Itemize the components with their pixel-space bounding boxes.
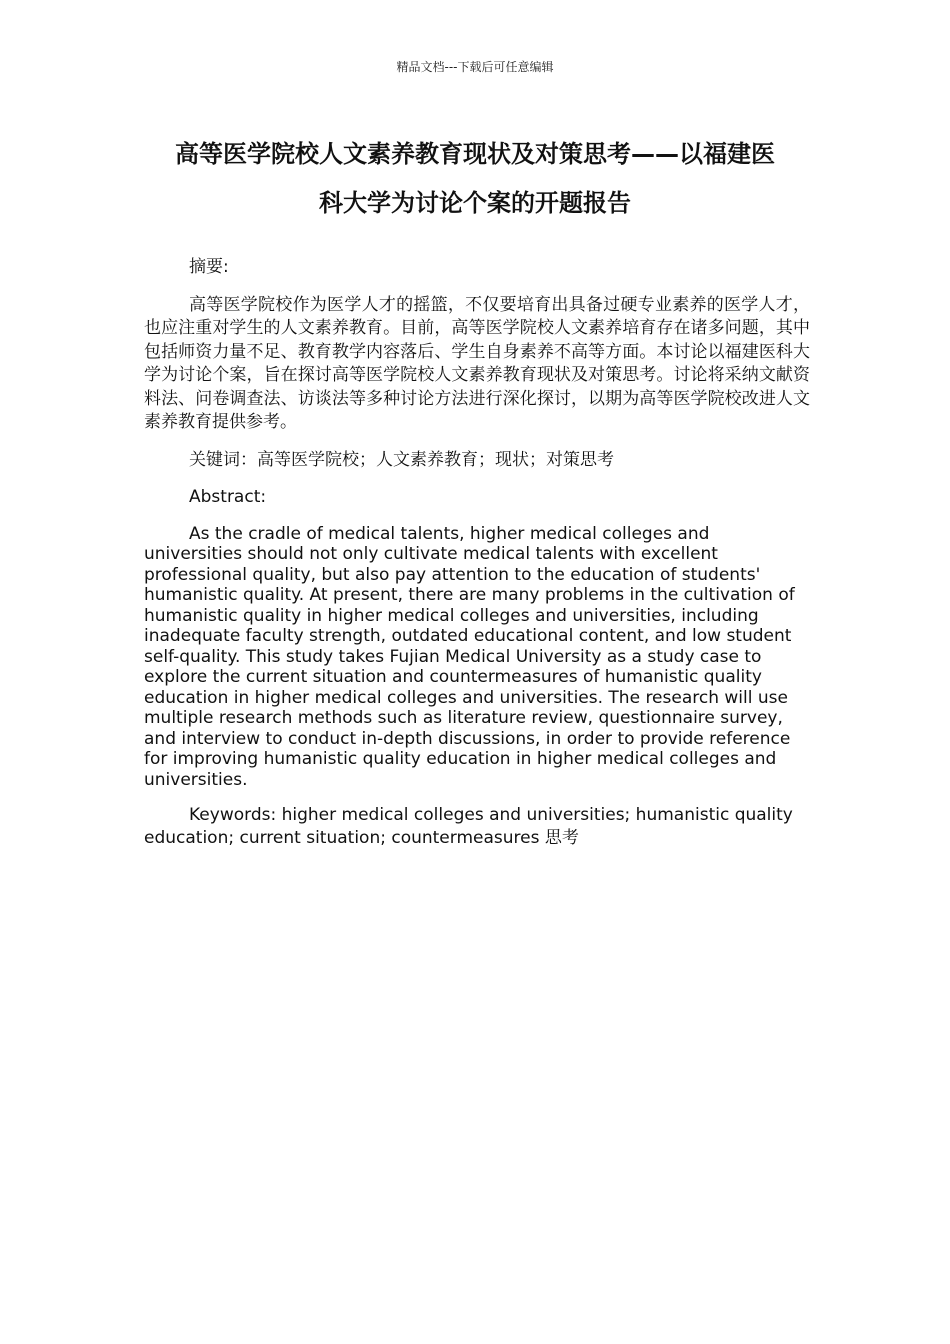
abstract-en-body: As the cradle of medical talents, higher medical colleges and universities should not only cultivate medical talents with excellent professional quality, but also pay attention to the education of students' humanistic quality. At present, there are many problems in the cultivation of humanistic quality in higher medical colleges and universities, including inadequate faculty strength, outdated educational content, and low student self-quality. This study takes Fujian Medical University as a study case to explore the current situation and countermeasures of humanistic quality education in higher medical colleges and universities. The research will use multiple research methods such as literature review, questionnaire survey, and interview to conduct in-depth discussions, in order to provide reference for improving humanistic quality education in higher medical colleges and universities. — [144, 523, 795, 790]
keywords-en: Keywords: higher medical colleges and universities; humanistic quality education; current situation; countermeasures 思考 — [144, 805, 793, 848]
abstract-en-label: Abstract: — [189, 487, 267, 507]
document-title-line-2: 科大学为讨论个案的开题报告 — [319, 189, 631, 217]
document-title — [145, 130, 805, 228]
document-title-line-1: 高等医学院校人文素养教育现状及对策思考——以福建医 — [175, 140, 775, 168]
keywords-cn: 关键词：高等医学院校；人文素养教育；现状；对策思考 — [189, 449, 614, 470]
abstract-cn-body: 高等医学院校作为医学人才的摇篮，不仅要培育出具备过硬专业素养的医学人才，也应注重对学生的人文素养教育。目前，高等医学院校人文素养培育存在诸多问题，其中包括师资力量不足、教育教学内容落后、学生自身素养不高等方面。本讨论以福建医科大学为讨论个案，旨在探讨高等医学院校人文素养教育现状及对策思考。讨论将采纳文献资料法、问卷调查法、访谈法等多种讨论方法进行深化探讨，以期为高等医学院校改进人文素养教育提供参考。 — [144, 294, 810, 432]
page-header-note: 精品文档---下载后可任意编辑 — [396, 60, 554, 74]
document-body — [144, 256, 810, 864]
abstract-cn-label: 摘要: — [189, 257, 229, 277]
